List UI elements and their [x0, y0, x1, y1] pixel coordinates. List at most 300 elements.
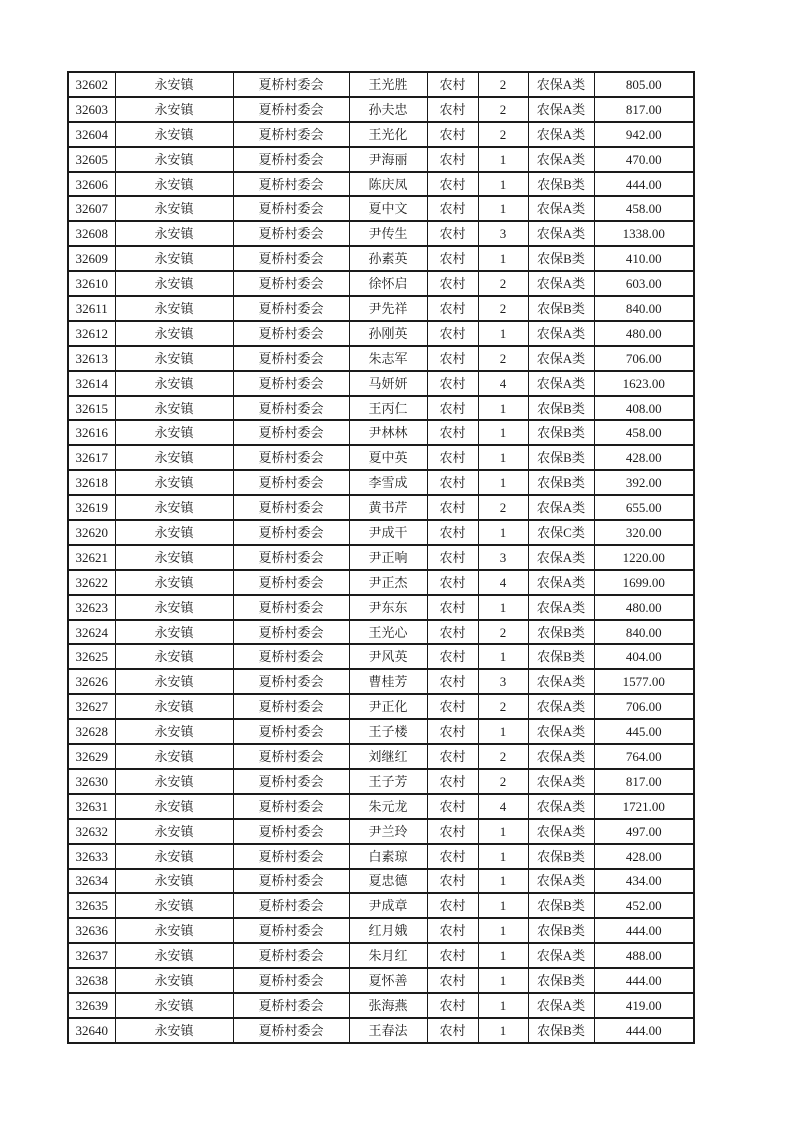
- amount-cell: 805.00: [594, 72, 694, 97]
- serial-number-cell: 32603: [68, 97, 115, 122]
- residence-type-cell: 农村: [427, 794, 478, 819]
- residence-type-cell: 农村: [427, 246, 478, 271]
- residence-type-cell: 农村: [427, 1018, 478, 1043]
- village-committee-cell: 夏桥村委会: [233, 321, 349, 346]
- person-name-cell: 王光化: [349, 122, 427, 147]
- person-count-cell: 2: [478, 495, 528, 520]
- village-committee-cell: 夏桥村委会: [233, 844, 349, 869]
- person-count-cell: 2: [478, 620, 528, 645]
- table-row: [68, 694, 694, 719]
- serial-number-cell: 32617: [68, 445, 115, 470]
- person-count-cell: 1: [478, 147, 528, 172]
- insurance-category-cell: 农保A类: [528, 595, 594, 620]
- town-cell: 永安镇: [115, 221, 233, 246]
- town-cell: 永安镇: [115, 72, 233, 97]
- person-name-cell: 夏中英: [349, 445, 427, 470]
- table-row: [68, 1018, 694, 1043]
- payment-table: [67, 71, 695, 1044]
- serial-number-cell: 32635: [68, 893, 115, 918]
- amount-cell: 410.00: [594, 246, 694, 271]
- residence-type-cell: 农村: [427, 570, 478, 595]
- table-row: [68, 545, 694, 570]
- serial-number-cell: 32604: [68, 122, 115, 147]
- village-committee-cell: 夏桥村委会: [233, 97, 349, 122]
- amount-cell: 445.00: [594, 719, 694, 744]
- person-name-cell: 王子楼: [349, 719, 427, 744]
- person-count-cell: 1: [478, 470, 528, 495]
- table-row: [68, 520, 694, 545]
- table-row: [68, 346, 694, 371]
- insurance-category-cell: 农保B类: [528, 644, 594, 669]
- insurance-category-cell: 农保A类: [528, 819, 594, 844]
- table-row: [68, 769, 694, 794]
- village-committee-cell: 夏桥村委会: [233, 196, 349, 221]
- town-cell: 永安镇: [115, 271, 233, 296]
- person-count-cell: 1: [478, 644, 528, 669]
- person-count-cell: 3: [478, 545, 528, 570]
- person-count-cell: 1: [478, 819, 528, 844]
- amount-cell: 470.00: [594, 147, 694, 172]
- insurance-category-cell: 农保B类: [528, 420, 594, 445]
- village-committee-cell: 夏桥村委会: [233, 918, 349, 943]
- town-cell: 永安镇: [115, 172, 233, 197]
- amount-cell: 458.00: [594, 196, 694, 221]
- table-row: [68, 993, 694, 1018]
- person-count-cell: 2: [478, 97, 528, 122]
- serial-number-cell: 32632: [68, 819, 115, 844]
- residence-type-cell: 农村: [427, 196, 478, 221]
- village-committee-cell: 夏桥村委会: [233, 694, 349, 719]
- insurance-category-cell: 农保B类: [528, 893, 594, 918]
- village-committee-cell: 夏桥村委会: [233, 545, 349, 570]
- insurance-category-cell: 农保A类: [528, 794, 594, 819]
- insurance-category-cell: 农保B类: [528, 470, 594, 495]
- serial-number-cell: 32620: [68, 520, 115, 545]
- village-committee-cell: 夏桥村委会: [233, 893, 349, 918]
- person-count-cell: 2: [478, 296, 528, 321]
- village-committee-cell: 夏桥村委会: [233, 794, 349, 819]
- town-cell: 永安镇: [115, 122, 233, 147]
- amount-cell: 817.00: [594, 769, 694, 794]
- town-cell: 永安镇: [115, 968, 233, 993]
- table-row: [68, 819, 694, 844]
- residence-type-cell: 农村: [427, 296, 478, 321]
- person-name-cell: 尹成章: [349, 893, 427, 918]
- person-count-cell: 1: [478, 943, 528, 968]
- person-name-cell: 孙素英: [349, 246, 427, 271]
- person-name-cell: 尹正杰: [349, 570, 427, 595]
- village-committee-cell: 夏桥村委会: [233, 470, 349, 495]
- amount-cell: 603.00: [594, 271, 694, 296]
- table-rows: [68, 72, 694, 1043]
- village-committee-cell: 夏桥村委会: [233, 147, 349, 172]
- insurance-category-cell: 农保B类: [528, 918, 594, 943]
- serial-number-cell: 32633: [68, 844, 115, 869]
- table-row: [68, 495, 694, 520]
- town-cell: 永安镇: [115, 769, 233, 794]
- serial-number-cell: 32624: [68, 620, 115, 645]
- table-row: [68, 97, 694, 122]
- person-count-cell: 2: [478, 694, 528, 719]
- amount-cell: 1721.00: [594, 794, 694, 819]
- town-cell: 永安镇: [115, 246, 233, 271]
- insurance-category-cell: 农保C类: [528, 520, 594, 545]
- serial-number-cell: 32602: [68, 72, 115, 97]
- amount-cell: 1699.00: [594, 570, 694, 595]
- town-cell: 永安镇: [115, 570, 233, 595]
- insurance-category-cell: 农保B类: [528, 620, 594, 645]
- town-cell: 永安镇: [115, 794, 233, 819]
- village-committee-cell: 夏桥村委会: [233, 869, 349, 894]
- table-row: [68, 744, 694, 769]
- table-row: [68, 321, 694, 346]
- person-count-cell: 1: [478, 869, 528, 894]
- person-count-cell: 1: [478, 918, 528, 943]
- table-row: [68, 968, 694, 993]
- amount-cell: 840.00: [594, 620, 694, 645]
- insurance-category-cell: 农保A类: [528, 97, 594, 122]
- serial-number-cell: 32611: [68, 296, 115, 321]
- residence-type-cell: 农村: [427, 72, 478, 97]
- residence-type-cell: 农村: [427, 495, 478, 520]
- person-name-cell: 朱志军: [349, 346, 427, 371]
- insurance-category-cell: 农保B类: [528, 246, 594, 271]
- serial-number-cell: 32628: [68, 719, 115, 744]
- insurance-category-cell: 农保A类: [528, 744, 594, 769]
- residence-type-cell: 农村: [427, 147, 478, 172]
- village-committee-cell: 夏桥村委会: [233, 520, 349, 545]
- person-name-cell: 马妍妍: [349, 371, 427, 396]
- serial-number-cell: 32616: [68, 420, 115, 445]
- residence-type-cell: 农村: [427, 396, 478, 421]
- insurance-category-cell: 农保A类: [528, 196, 594, 221]
- amount-cell: 419.00: [594, 993, 694, 1018]
- person-count-cell: 1: [478, 595, 528, 620]
- amount-cell: 428.00: [594, 445, 694, 470]
- town-cell: 永安镇: [115, 470, 233, 495]
- person-name-cell: 孙刚英: [349, 321, 427, 346]
- village-committee-cell: 夏桥村委会: [233, 719, 349, 744]
- town-cell: 永安镇: [115, 943, 233, 968]
- residence-type-cell: 农村: [427, 371, 478, 396]
- residence-type-cell: 农村: [427, 869, 478, 894]
- village-committee-cell: 夏桥村委会: [233, 72, 349, 97]
- person-name-cell: 陈庆凤: [349, 172, 427, 197]
- person-count-cell: 4: [478, 570, 528, 595]
- person-count-cell: 1: [478, 993, 528, 1018]
- town-cell: 永安镇: [115, 719, 233, 744]
- person-name-cell: 夏中文: [349, 196, 427, 221]
- amount-cell: 428.00: [594, 844, 694, 869]
- town-cell: 永安镇: [115, 97, 233, 122]
- amount-cell: 320.00: [594, 520, 694, 545]
- insurance-category-cell: 农保A类: [528, 72, 594, 97]
- person-name-cell: 王子芳: [349, 769, 427, 794]
- insurance-category-cell: 农保B类: [528, 172, 594, 197]
- amount-cell: 408.00: [594, 396, 694, 421]
- person-count-cell: 1: [478, 445, 528, 470]
- town-cell: 永安镇: [115, 993, 233, 1018]
- residence-type-cell: 农村: [427, 893, 478, 918]
- amount-cell: 1623.00: [594, 371, 694, 396]
- person-name-cell: 尹先祥: [349, 296, 427, 321]
- serial-number-cell: 32637: [68, 943, 115, 968]
- person-name-cell: 刘继红: [349, 744, 427, 769]
- table-row: [68, 147, 694, 172]
- town-cell: 永安镇: [115, 595, 233, 620]
- serial-number-cell: 32626: [68, 669, 115, 694]
- serial-number-cell: 32609: [68, 246, 115, 271]
- amount-cell: 706.00: [594, 694, 694, 719]
- person-name-cell: 曹桂芳: [349, 669, 427, 694]
- person-count-cell: 1: [478, 1018, 528, 1043]
- residence-type-cell: 农村: [427, 694, 478, 719]
- residence-type-cell: 农村: [427, 918, 478, 943]
- insurance-category-cell: 农保A类: [528, 694, 594, 719]
- residence-type-cell: 农村: [427, 520, 478, 545]
- town-cell: 永安镇: [115, 196, 233, 221]
- insurance-category-cell: 农保A类: [528, 321, 594, 346]
- insurance-category-cell: 农保A类: [528, 271, 594, 296]
- residence-type-cell: 农村: [427, 620, 478, 645]
- person-count-cell: 1: [478, 396, 528, 421]
- serial-number-cell: 32634: [68, 869, 115, 894]
- village-committee-cell: 夏桥村委会: [233, 943, 349, 968]
- table-row: [68, 644, 694, 669]
- amount-cell: 942.00: [594, 122, 694, 147]
- person-count-cell: 2: [478, 72, 528, 97]
- table-row: [68, 271, 694, 296]
- village-committee-cell: 夏桥村委会: [233, 122, 349, 147]
- town-cell: 永安镇: [115, 346, 233, 371]
- table-row: [68, 72, 694, 97]
- table-row: [68, 844, 694, 869]
- village-committee-cell: 夏桥村委会: [233, 246, 349, 271]
- village-committee-cell: 夏桥村委会: [233, 1018, 349, 1043]
- residence-type-cell: 农村: [427, 595, 478, 620]
- amount-cell: 480.00: [594, 321, 694, 346]
- person-count-cell: 1: [478, 893, 528, 918]
- table-row: [68, 595, 694, 620]
- person-name-cell: 李雪成: [349, 470, 427, 495]
- person-count-cell: 1: [478, 246, 528, 271]
- person-name-cell: 尹正化: [349, 694, 427, 719]
- person-name-cell: 夏忠德: [349, 869, 427, 894]
- table-row: [68, 221, 694, 246]
- residence-type-cell: 农村: [427, 470, 478, 495]
- amount-cell: 1220.00: [594, 545, 694, 570]
- amount-cell: 434.00: [594, 869, 694, 894]
- village-committee-cell: 夏桥村委会: [233, 595, 349, 620]
- serial-number-cell: 32606: [68, 172, 115, 197]
- amount-cell: 444.00: [594, 968, 694, 993]
- village-committee-cell: 夏桥村委会: [233, 420, 349, 445]
- table-row: [68, 794, 694, 819]
- insurance-category-cell: 农保A类: [528, 495, 594, 520]
- town-cell: 永安镇: [115, 321, 233, 346]
- person-name-cell: 红月娥: [349, 918, 427, 943]
- residence-type-cell: 农村: [427, 669, 478, 694]
- village-committee-cell: 夏桥村委会: [233, 296, 349, 321]
- insurance-category-cell: 农保A类: [528, 147, 594, 172]
- person-name-cell: 夏怀善: [349, 968, 427, 993]
- serial-number-cell: 32630: [68, 769, 115, 794]
- person-count-cell: 2: [478, 271, 528, 296]
- serial-number-cell: 32607: [68, 196, 115, 221]
- table-row: [68, 396, 694, 421]
- town-cell: 永安镇: [115, 1018, 233, 1043]
- person-name-cell: 尹兰玲: [349, 819, 427, 844]
- town-cell: 永安镇: [115, 644, 233, 669]
- person-name-cell: 王丙仁: [349, 396, 427, 421]
- village-committee-cell: 夏桥村委会: [233, 993, 349, 1018]
- table-row: [68, 445, 694, 470]
- table-row: [68, 371, 694, 396]
- person-name-cell: 尹风英: [349, 644, 427, 669]
- residence-type-cell: 农村: [427, 769, 478, 794]
- residence-type-cell: 农村: [427, 172, 478, 197]
- serial-number-cell: 32612: [68, 321, 115, 346]
- residence-type-cell: 农村: [427, 122, 478, 147]
- insurance-category-cell: 农保A类: [528, 669, 594, 694]
- town-cell: 永安镇: [115, 445, 233, 470]
- serial-number-cell: 32622: [68, 570, 115, 595]
- village-committee-cell: 夏桥村委会: [233, 769, 349, 794]
- person-name-cell: 尹传生: [349, 221, 427, 246]
- person-name-cell: 朱月红: [349, 943, 427, 968]
- amount-cell: 655.00: [594, 495, 694, 520]
- table-row: [68, 470, 694, 495]
- insurance-category-cell: 农保B类: [528, 445, 594, 470]
- person-name-cell: 尹成干: [349, 520, 427, 545]
- table-row: [68, 570, 694, 595]
- table-row: [68, 172, 694, 197]
- serial-number-cell: 32640: [68, 1018, 115, 1043]
- insurance-category-cell: 农保A类: [528, 943, 594, 968]
- person-name-cell: 孙夫忠: [349, 97, 427, 122]
- town-cell: 永安镇: [115, 918, 233, 943]
- village-committee-cell: 夏桥村委会: [233, 620, 349, 645]
- serial-number-cell: 32638: [68, 968, 115, 993]
- amount-cell: 458.00: [594, 420, 694, 445]
- person-count-cell: 2: [478, 769, 528, 794]
- table-row: [68, 122, 694, 147]
- person-name-cell: 王光胜: [349, 72, 427, 97]
- person-count-cell: 3: [478, 669, 528, 694]
- amount-cell: 404.00: [594, 644, 694, 669]
- town-cell: 永安镇: [115, 669, 233, 694]
- table-row: [68, 918, 694, 943]
- residence-type-cell: 农村: [427, 445, 478, 470]
- person-count-cell: 1: [478, 321, 528, 346]
- insurance-category-cell: 农保A类: [528, 869, 594, 894]
- table-row: [68, 296, 694, 321]
- insurance-category-cell: 农保A类: [528, 545, 594, 570]
- amount-cell: 1577.00: [594, 669, 694, 694]
- town-cell: 永安镇: [115, 819, 233, 844]
- residence-type-cell: 农村: [427, 321, 478, 346]
- amount-cell: 444.00: [594, 1018, 694, 1043]
- person-name-cell: 尹林林: [349, 420, 427, 445]
- serial-number-cell: 32613: [68, 346, 115, 371]
- village-committee-cell: 夏桥村委会: [233, 271, 349, 296]
- village-committee-cell: 夏桥村委会: [233, 644, 349, 669]
- village-committee-cell: 夏桥村委会: [233, 445, 349, 470]
- amount-cell: 480.00: [594, 595, 694, 620]
- person-count-cell: 1: [478, 968, 528, 993]
- town-cell: 永安镇: [115, 620, 233, 645]
- residence-type-cell: 农村: [427, 271, 478, 296]
- amount-cell: 1338.00: [594, 221, 694, 246]
- person-count-cell: 1: [478, 172, 528, 197]
- amount-cell: 444.00: [594, 918, 694, 943]
- residence-type-cell: 农村: [427, 545, 478, 570]
- serial-number-cell: 32610: [68, 271, 115, 296]
- village-committee-cell: 夏桥村委会: [233, 371, 349, 396]
- person-name-cell: 黄书芹: [349, 495, 427, 520]
- insurance-category-cell: 农保B类: [528, 396, 594, 421]
- amount-cell: 817.00: [594, 97, 694, 122]
- town-cell: 永安镇: [115, 694, 233, 719]
- residence-type-cell: 农村: [427, 97, 478, 122]
- village-committee-cell: 夏桥村委会: [233, 221, 349, 246]
- village-committee-cell: 夏桥村委会: [233, 570, 349, 595]
- town-cell: 永安镇: [115, 893, 233, 918]
- table-row: [68, 420, 694, 445]
- serial-number-cell: 32627: [68, 694, 115, 719]
- insurance-category-cell: 农保A类: [528, 719, 594, 744]
- residence-type-cell: 农村: [427, 993, 478, 1018]
- insurance-category-cell: 农保B类: [528, 1018, 594, 1043]
- serial-number-cell: 32621: [68, 545, 115, 570]
- town-cell: 永安镇: [115, 420, 233, 445]
- town-cell: 永安镇: [115, 744, 233, 769]
- person-count-cell: 3: [478, 221, 528, 246]
- town-cell: 永安镇: [115, 520, 233, 545]
- person-name-cell: 尹东东: [349, 595, 427, 620]
- serial-number-cell: 32618: [68, 470, 115, 495]
- person-name-cell: 尹海丽: [349, 147, 427, 172]
- insurance-category-cell: 农保A类: [528, 993, 594, 1018]
- insurance-category-cell: 农保B类: [528, 296, 594, 321]
- residence-type-cell: 农村: [427, 744, 478, 769]
- village-committee-cell: 夏桥村委会: [233, 968, 349, 993]
- person-name-cell: 张海燕: [349, 993, 427, 1018]
- town-cell: 永安镇: [115, 545, 233, 570]
- person-count-cell: 1: [478, 844, 528, 869]
- amount-cell: 444.00: [594, 172, 694, 197]
- residence-type-cell: 农村: [427, 221, 478, 246]
- person-count-cell: 1: [478, 520, 528, 545]
- village-committee-cell: 夏桥村委会: [233, 172, 349, 197]
- person-count-cell: 4: [478, 794, 528, 819]
- person-name-cell: 尹正响: [349, 545, 427, 570]
- table-row: [68, 943, 694, 968]
- amount-cell: 497.00: [594, 819, 694, 844]
- person-count-cell: 2: [478, 346, 528, 371]
- residence-type-cell: 农村: [427, 943, 478, 968]
- insurance-category-cell: 农保A类: [528, 769, 594, 794]
- insurance-category-cell: 农保B类: [528, 844, 594, 869]
- town-cell: 永安镇: [115, 869, 233, 894]
- person-name-cell: 王春法: [349, 1018, 427, 1043]
- amount-cell: 706.00: [594, 346, 694, 371]
- amount-cell: 840.00: [594, 296, 694, 321]
- village-committee-cell: 夏桥村委会: [233, 396, 349, 421]
- person-count-cell: 1: [478, 719, 528, 744]
- serial-number-cell: 32636: [68, 918, 115, 943]
- insurance-category-cell: 农保A类: [528, 570, 594, 595]
